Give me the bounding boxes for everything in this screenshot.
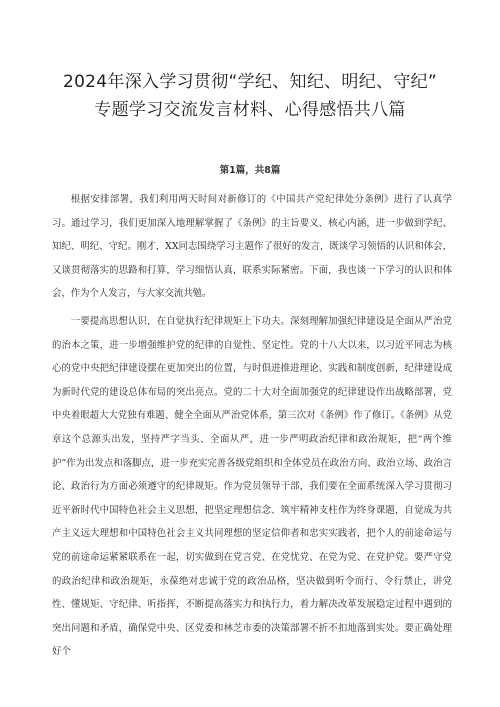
part-indicator: 第1篇，共8篇 [219, 165, 281, 176]
paragraph-intro: 根据安排部署，我们利用两天时间对新修订的《中国共产党纪律处分条例》进行了认真学习。通过学习，我们更加深入地理解掌握了《条例》的主旨要义、核心内涵，进一步做到学纪、知纪、明纪、守纪。刚才，XX同志围绕学习主题作了很好的发言，既谈学习领悟的认识和体会，又谈贯彻落实的思路和打算，学习细悟认真，联系实际紧密。下面，我也谈一下学习的认识和体会，作为个人发言，与大家交流共勉。 [52, 194, 452, 300]
title-line-1: 2024年深入学习贯彻“学纪、知纪、明纪、守纪” [62, 72, 438, 92]
document-body [52, 188, 452, 664]
document-title [0, 68, 500, 124]
paragraph-point-one: 一要提高思想认识，在自觉执行纪律规矩上下功夫。深刻理解加强纪律建设是全面从严治党的治本之策，进一步增强维护党的纪律的自觉性、坚定性。党的十八大以来，以习近平同志为核心的党中央把纪律建设摆在更加突出的位置，与时俱进推进理论、实践和制度创新，纪律建设成为新时代党的建设总体布局的突出亮点。党的二十大对全面加强党的纪律建设作出战略部署，党中央着眼超大大党独有难题、健全全面从严治党体系，第三次对《条例》作了修订。《条例》从党章这个总源头出发，坚持严字当头、全面从严，进一步严明政治纪律和政治规矩，把“两个维护”作为出发点和落脚点，进一步充实完善各级党组织和全体党员在政治方向、政治立场、政治言论、政治行为方面必须遵守的纪律规矩。作为党员领导干部，我们要在全面系统深入学习贯彻习近平新时代中国特色社会主义思想，把坚定理想信念、筑牢精神支柱作为终身课题，自觉成为共产主义远大理想和中国特色社会主义共同理想的坚定信仰者和忠实实践者，把个人的前途命运与党的前途命运紧紧联系在一起，切实做到在党言党、在党忧党、在党为党、在党护党。要严守党的政治纪律和政治规矩，永葆绝对忠诚于党的政治品格，坚决做到听令而行、令行禁止，讲党性、懂规矩、守纪律、听指挥，不断提高落实力和执行力，着力解决改革发展稳定过程中遇到的突出问题和矛盾，确保党中央、区党委和林芝市委的决策部署不折不扣地落到实处。要正确处理好个 [52, 315, 452, 658]
title-line-2: 专题学习交流发言材料、心得感悟共八篇 [94, 100, 406, 120]
